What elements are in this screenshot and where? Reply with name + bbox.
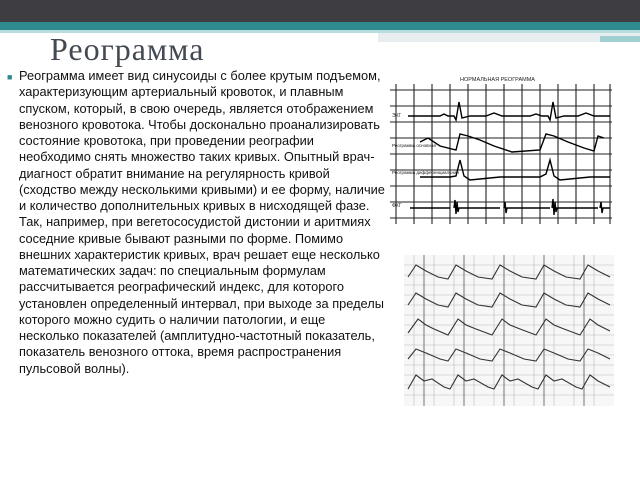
figure2-traces bbox=[408, 265, 610, 389]
figure2-time-marks bbox=[424, 255, 584, 406]
slide-title: Реограмма bbox=[50, 31, 205, 67]
figure1-traces bbox=[408, 102, 610, 215]
rheogram-figure-normal bbox=[390, 76, 612, 226]
figure1-label-ecg: ЭКГ bbox=[392, 113, 402, 119]
figure1-grid bbox=[390, 84, 612, 224]
series-trace-3 bbox=[408, 319, 610, 335]
figure1-label-main: Реограмма основная bbox=[392, 143, 436, 148]
slide-body-text: Реограмма имеет вид синусоиды с более крутым подъемом, характеризующим артериальный кровоток, и плавным спуском, который, в свою очередь, является отображением венозного кровотока. Чтобы досконально проанализировать состояние кровотока, при проведении реографии необходимо снять множество таких кривых. Опытный врач-диагност обратит внимание на регулярность кривой (сходство между несколькими кривыми) и ее форму, наличие и количество дополнительных кривых в нисходящей фазе. Так, например, при вегетососудистой дистонии и аритмиях соседние кривые бывают разными по форме. Помимо внешних характеристик кривых, врач решает еще несколько математических задач: по специальным формулам рассчитывается реографический индекс, для которого установлен определенный интервал, при выходе за пределы которого можно судить о наличии патологии, и еще несколько показателей (амплитудно-частотный показатель, показатель венозного оттока, время распространения пульсовой волны). bbox=[19, 68, 385, 376]
header-bar-dark bbox=[0, 0, 640, 22]
figure1-label-pcg: ФКГ bbox=[392, 203, 402, 209]
rheogram-chart-normal bbox=[390, 76, 612, 226]
pcg-trace bbox=[410, 199, 610, 215]
figure1-caption: НОРМАЛЬНАЯ РЕОГРАММА bbox=[460, 77, 535, 83]
rheogram-figure-series bbox=[404, 255, 614, 406]
figure1-label-diff: Реограмма дифференциальная bbox=[392, 170, 459, 175]
header-bar-accent bbox=[0, 22, 640, 30]
ecg-trace bbox=[408, 102, 610, 120]
bullet-icon: ■ bbox=[7, 72, 13, 82]
title-accent-stripe bbox=[600, 36, 640, 42]
series-trace-5 bbox=[408, 375, 610, 389]
rheogram-chart-series bbox=[404, 255, 614, 406]
series-trace-1 bbox=[408, 265, 610, 279]
